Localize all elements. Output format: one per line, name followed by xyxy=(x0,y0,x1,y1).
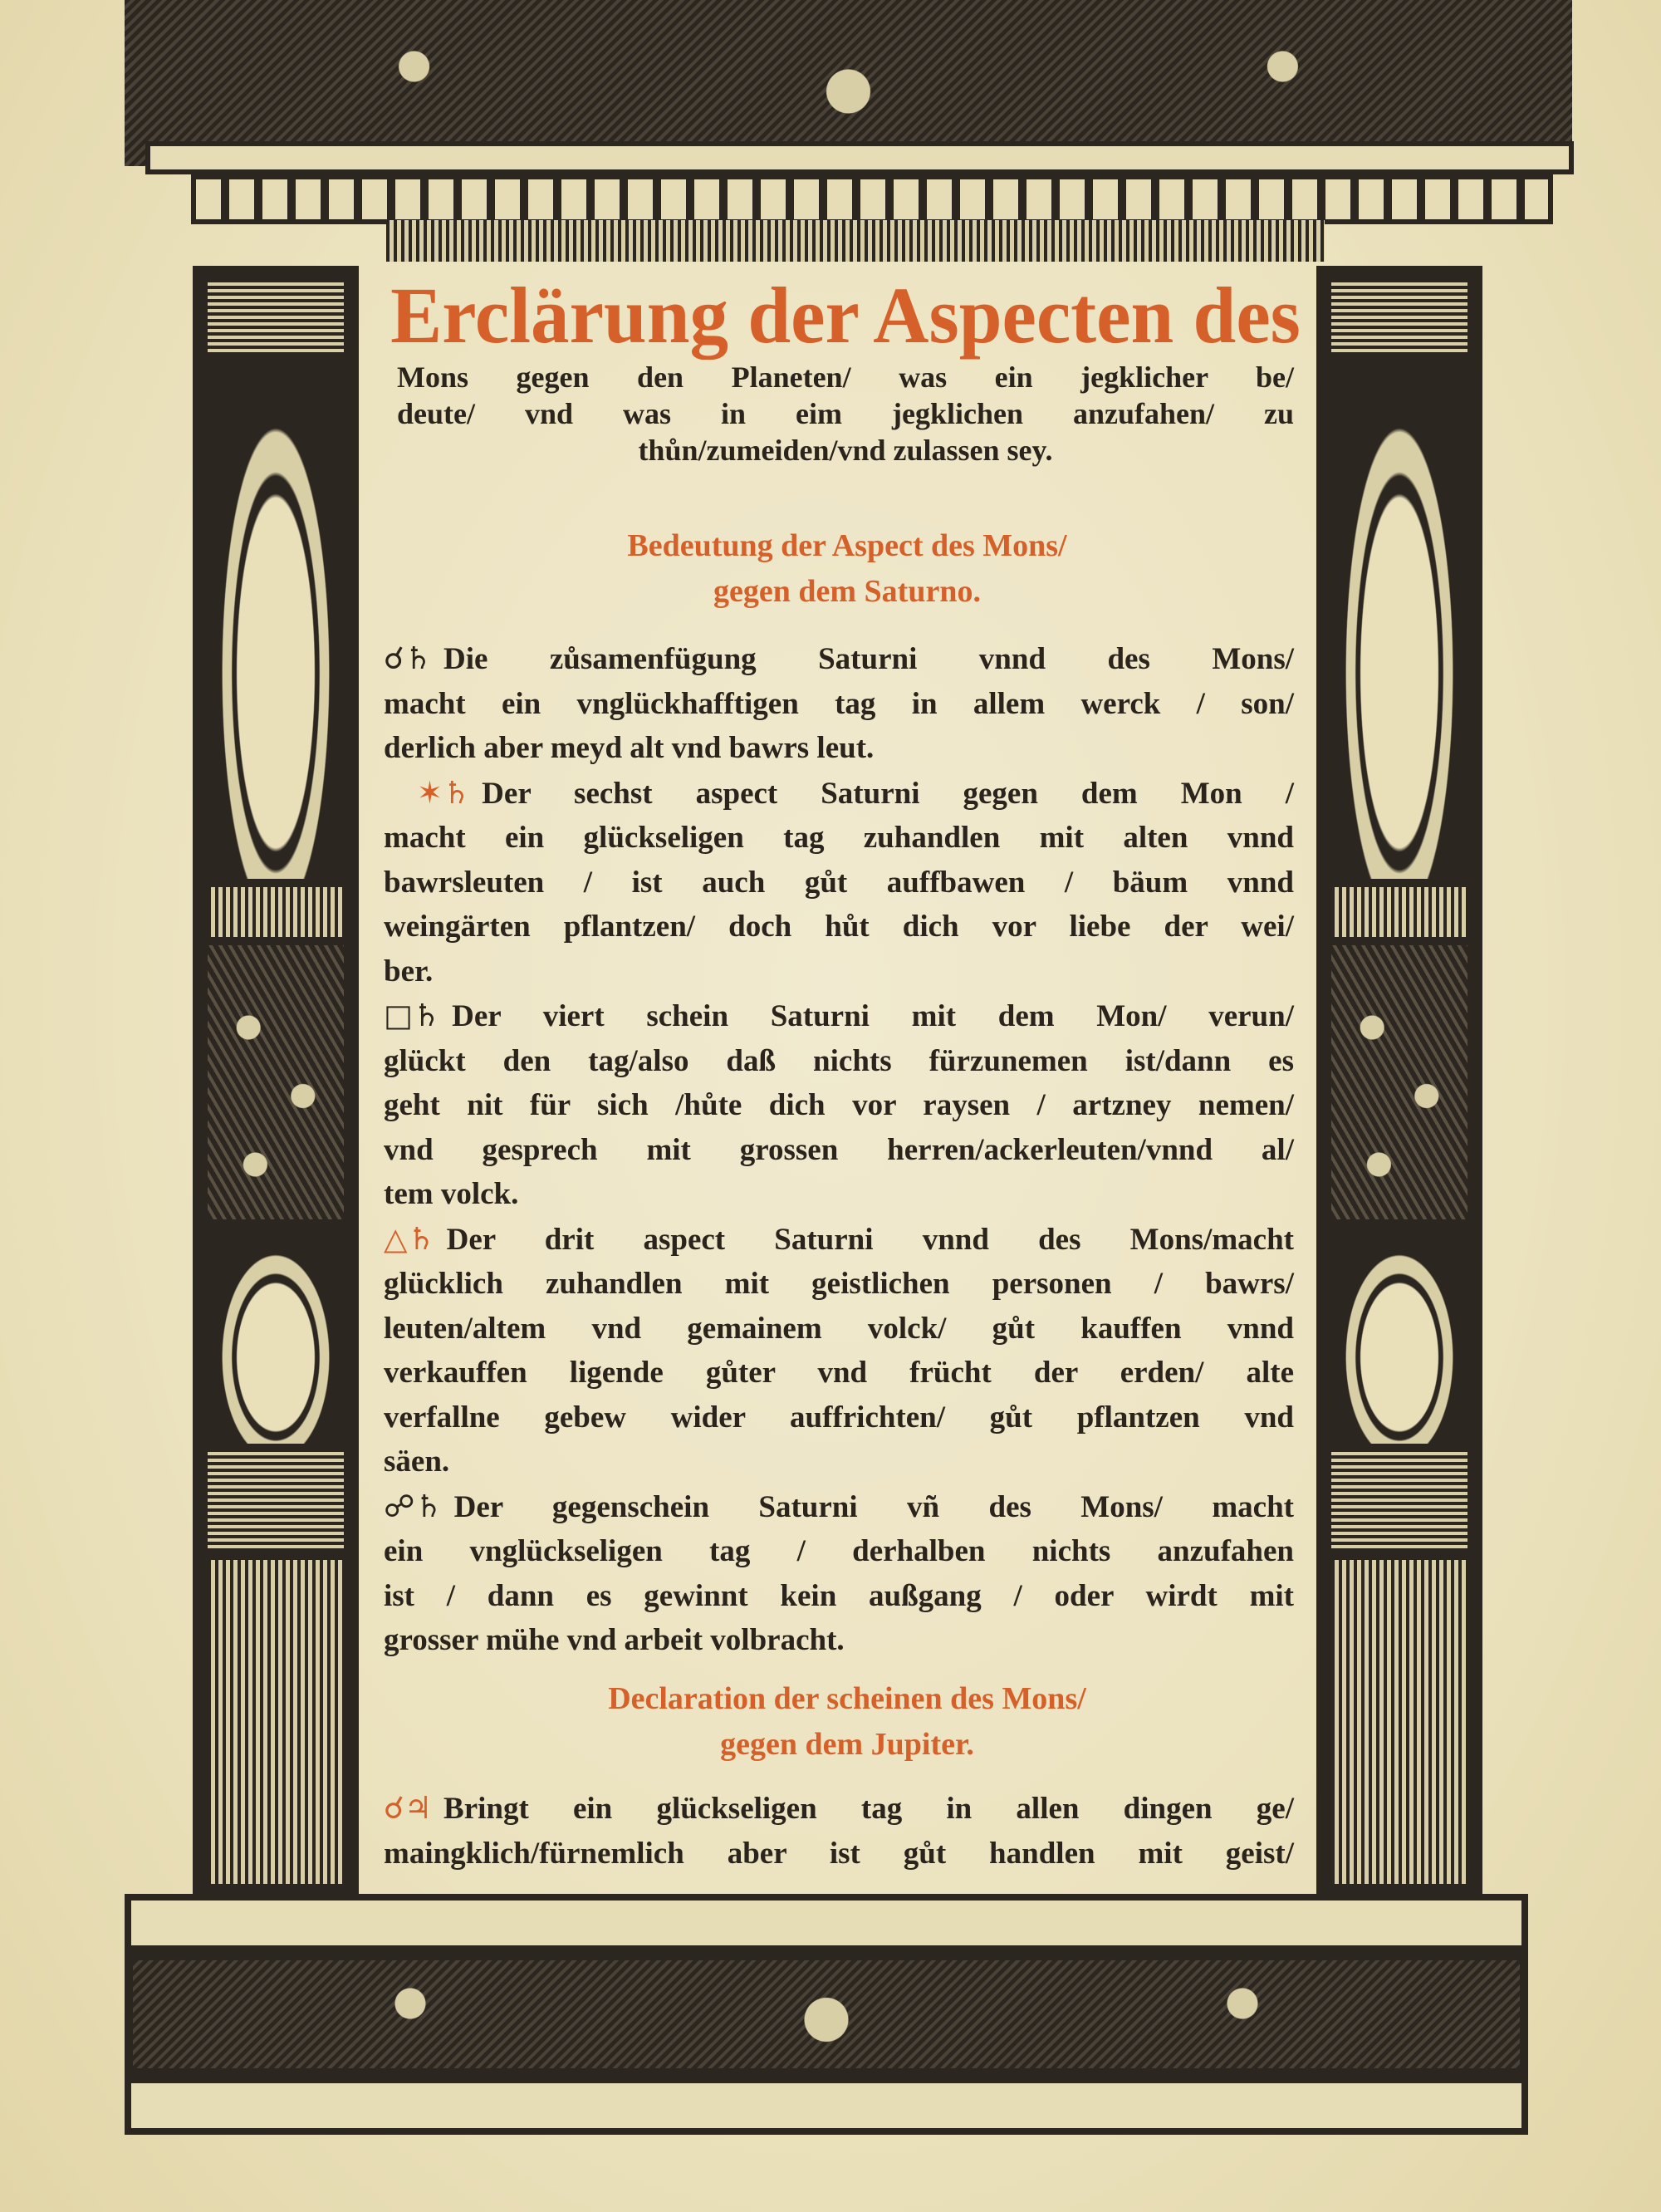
text-line: Bringt ein glückseligen tag in allen dingen ge/ xyxy=(443,1792,1294,1826)
paragraph-conjunction xyxy=(384,636,1294,771)
dentil-band xyxy=(191,174,1553,224)
text-line: glückt den tag/also daß nichts fürzunemen ist/dann es xyxy=(384,1043,1294,1078)
opposition-saturn-icon: ☍♄ xyxy=(384,1488,443,1524)
column-capital xyxy=(208,281,344,356)
base-ornament-band xyxy=(125,1952,1528,2077)
subtitle-line: thůn/zumeiden/vnd zulassen sey. xyxy=(638,434,1053,467)
text-line: tem volck. xyxy=(384,1177,519,1211)
heading-line: Declaration der scheinen des Mons/ xyxy=(608,1681,1086,1716)
conjunction-jupiter-icon: ☌♃ xyxy=(384,1790,433,1826)
text-line: derlich aber meyd alt vnd bawrs leut. xyxy=(384,731,875,765)
subtitle xyxy=(397,359,1294,468)
text-line: ist / dann es gewinnt kein außgang / oder wirdt mit xyxy=(384,1578,1294,1613)
heading-line: gegen dem Saturno. xyxy=(713,574,981,609)
square-saturn-icon: □♄ xyxy=(384,998,441,1033)
text-line: glücklich zuhandlen mit geistlichen personen / bawrs/ xyxy=(384,1267,1294,1301)
column-band xyxy=(208,887,344,937)
text-line: verkauffen ligende gůter vnd frücht der erden/ alte xyxy=(384,1356,1294,1390)
text-line: ein vnglückseligen tag / derhalben nichts anzufahen xyxy=(384,1534,1294,1568)
left-column xyxy=(193,266,359,1894)
text-line: Der sechst aspect Saturni gegen dem Mon / xyxy=(482,776,1294,811)
sextile-saturn-icon: ✶♄ xyxy=(417,774,471,811)
paragraph-square xyxy=(384,993,1294,1217)
text-line: säen. xyxy=(384,1444,450,1479)
text-line: Der gegenschein Saturni vñ des Mons/ macht xyxy=(453,1489,1294,1524)
section-heading-jupiter xyxy=(390,1676,1304,1768)
saturn-aspects xyxy=(384,636,1294,1663)
heading-line: gegen dem Jupiter. xyxy=(720,1727,974,1762)
base-plinth xyxy=(125,2077,1528,2135)
text-line: verfallne gebew wider auffrichten/ gůt pflantzen vnd xyxy=(384,1400,1294,1435)
column-band xyxy=(1331,1452,1467,1552)
paragraph-trine xyxy=(384,1217,1294,1484)
text-line: maingklich/fürnemlich aber ist gůt handlen mit geist/ xyxy=(384,1836,1294,1871)
text-line: vnd gesprech mit grossen herren/ackerleuten/vnnd al/ xyxy=(384,1132,1294,1167)
right-column xyxy=(1316,266,1482,1894)
vase-ornament xyxy=(1331,364,1467,879)
foliage-panel xyxy=(208,945,344,1219)
text-line: Die zůsamenfügung Saturni vnnd des Mons/ xyxy=(443,642,1294,676)
heading-line: Bedeutung der Aspect des Mons/ xyxy=(627,528,1067,563)
leaf-ornament xyxy=(208,1228,344,1444)
paragraph-sextile xyxy=(384,771,1294,994)
subtitle-line: Mons gegen den Planeten/ was ein jegklicher be/ xyxy=(397,360,1294,394)
base-molding xyxy=(125,1894,1528,1952)
vase-ornament xyxy=(208,364,344,879)
conjunction-saturn-icon: ☌♄ xyxy=(384,640,433,676)
cornice xyxy=(145,141,1574,174)
text-line: Der drit aspect Saturni vnnd des Mons/macht xyxy=(446,1222,1294,1257)
text-line: leuten/altem vnd gemainem volck/ gůt kauffen vnnd xyxy=(384,1311,1294,1346)
text-line: grosser mühe vnd arbeit volbracht. xyxy=(384,1623,845,1657)
page-title: Erclärung der Aspecten des xyxy=(390,271,1301,360)
column-shaft xyxy=(1331,1560,1467,1884)
column-band xyxy=(1331,887,1467,937)
foliage-panel xyxy=(1331,945,1467,1219)
lintel xyxy=(386,220,1325,262)
section-heading-saturn xyxy=(390,523,1304,615)
paragraph-opposition xyxy=(384,1484,1294,1663)
column-shaft xyxy=(208,1560,344,1884)
text-line: macht ein glückseligen tag zuhandlen mit alten vnnd xyxy=(384,821,1294,855)
text-line: geht nit für sich /hůte dich vor raysen / artzney nemen/ xyxy=(384,1088,1294,1122)
text-line: weingärten pflantzen/ doch hůt dich vor liebe der wei/ xyxy=(384,910,1294,944)
leaf-ornament xyxy=(1331,1228,1467,1444)
subtitle-line: deute/ vnd was in eim jegklichen anzufahen/ zu xyxy=(397,397,1294,430)
text-line: macht ein vnglückhafftigen tag in allem werck / son/ xyxy=(384,686,1294,721)
column-capital xyxy=(1331,281,1467,356)
paragraph-conjunction-jupiter xyxy=(384,1786,1294,1876)
text-line: bawrsleuten / ist auch gůt auffbawen / bäum vnnd xyxy=(384,865,1294,900)
column-band xyxy=(208,1452,344,1552)
trine-saturn-icon: △♄ xyxy=(384,1220,435,1257)
jupiter-aspects xyxy=(384,1786,1294,1876)
text-line: Der viert schein Saturni mit dem Mon/ verun/ xyxy=(452,999,1294,1033)
text-line: ber. xyxy=(384,954,434,988)
